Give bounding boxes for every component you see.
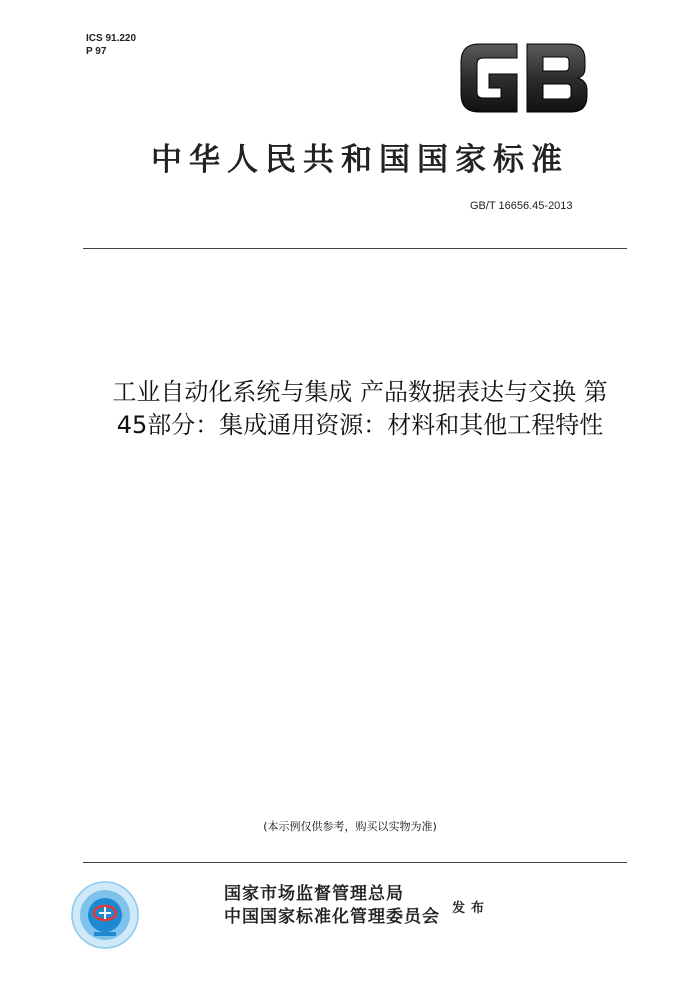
standards-seal-icon (70, 880, 140, 950)
sample-note: (本示例仅供参考，购买以实物为准) (263, 820, 437, 833)
top-divider (83, 248, 627, 249)
document-title (40, 376, 680, 442)
ics-code: ICS 91.220 (86, 33, 137, 44)
gb-logo-text: GB (457, 40, 459, 41)
classification-codes (86, 32, 136, 58)
organization-title: 中华人民共和国国家标准 (151, 142, 569, 178)
publish-label: 发布 (452, 901, 491, 916)
document-title-line-1: 工业自动化系统与集成 产品数据表达与交换 第 (112, 378, 608, 406)
issuing-authorities (224, 883, 440, 929)
gb-logo-icon (457, 40, 591, 116)
issuer-line-2: 中国国家标准化管理委员会 (224, 907, 440, 927)
ccs-code: P 97 (86, 46, 107, 57)
standard-number: GB/T 16656.45-2013 (470, 200, 573, 212)
issuer-line-1: 国家市场监督管理总局 (224, 884, 404, 904)
bottom-divider (83, 862, 627, 863)
document-title-line-2: 45部分：集成通用资源：材料和其他工程特性 (116, 411, 604, 439)
